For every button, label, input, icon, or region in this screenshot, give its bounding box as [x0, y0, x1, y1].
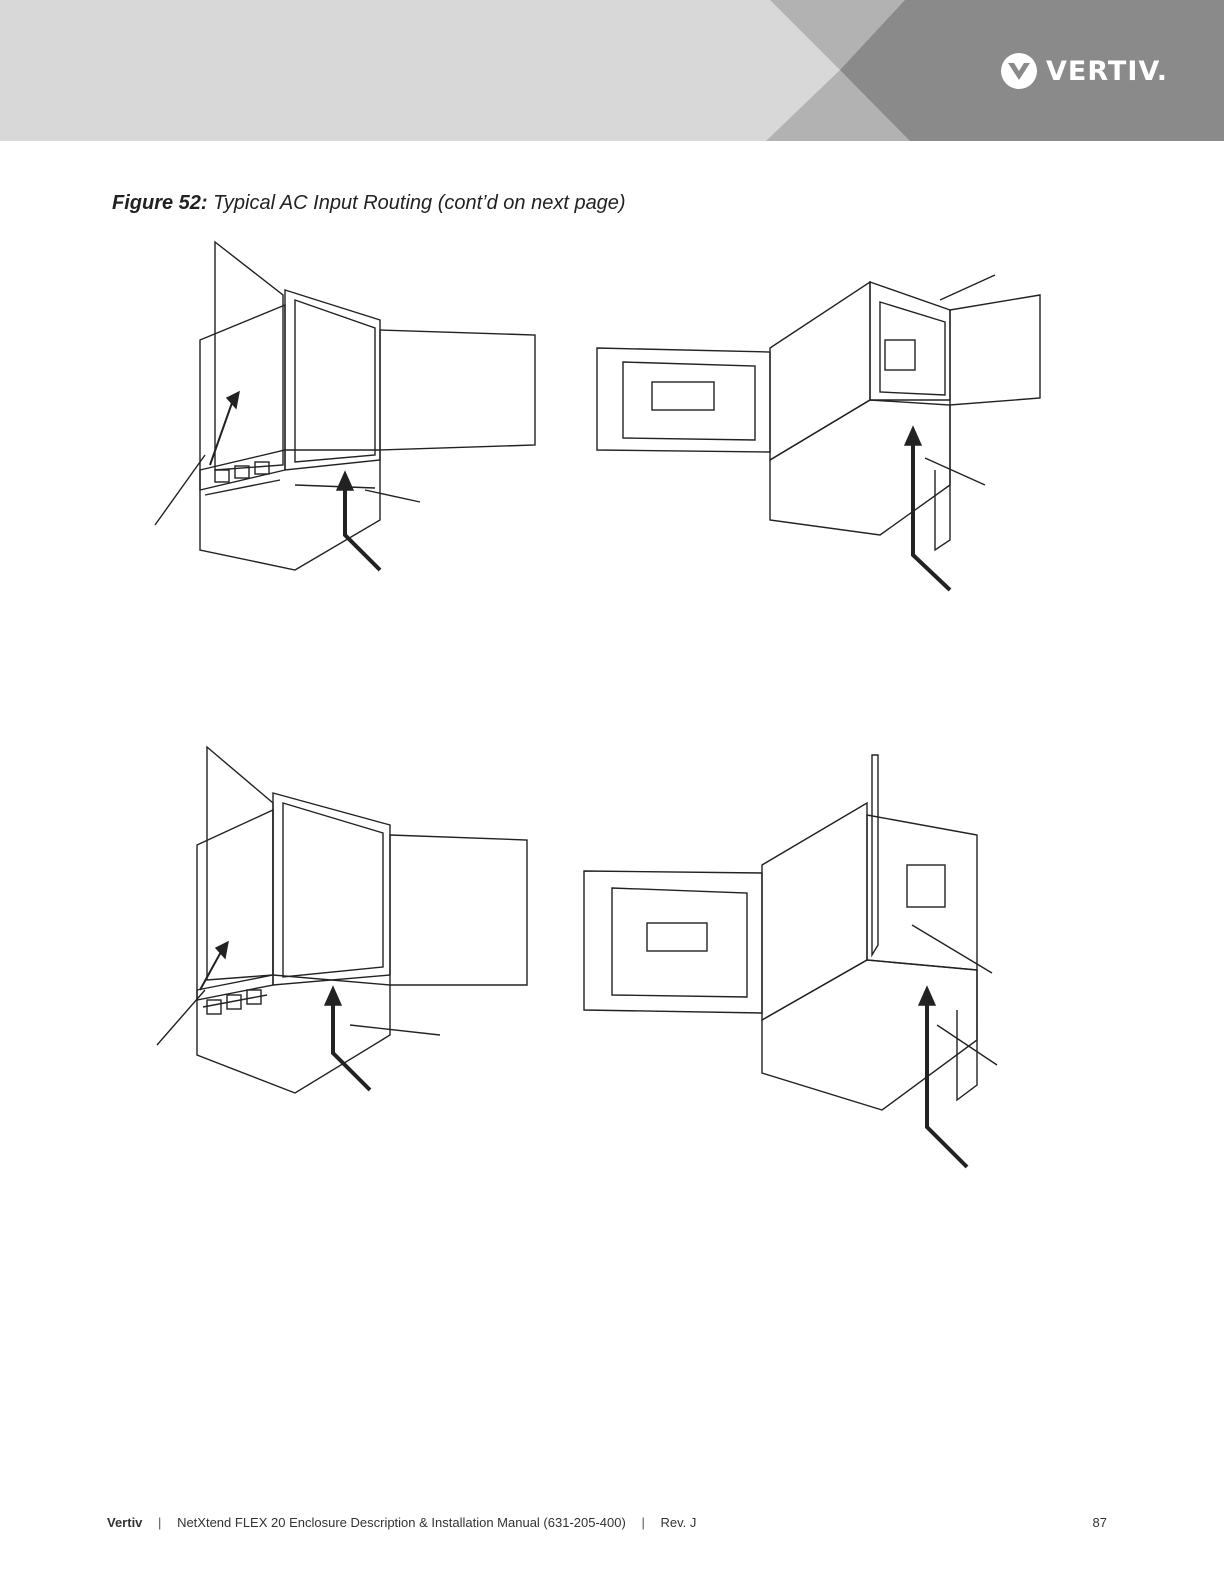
illustration-top-right: [595, 270, 1005, 605]
figure-number: Figure 52:: [112, 192, 208, 214]
footer-separator: |: [641, 1515, 645, 1530]
logo-text: VERTIV.: [1046, 55, 1169, 87]
page-footer: [107, 1515, 1107, 1530]
footer-revision: Rev. J: [660, 1515, 697, 1530]
page-number: 87: [1092, 1515, 1107, 1530]
illustration-bottom-left: [155, 745, 545, 1100]
figure-caption: [112, 192, 626, 215]
illustration-top-left: [150, 240, 550, 585]
vertiv-logo: [1000, 52, 1168, 90]
footer-separator: |: [158, 1515, 162, 1530]
illustration-bottom-right: [582, 755, 1002, 1180]
footer-doc-title: NetXtend FLEX 20 Enclosure Description & Installation Manual (631-205-400): [177, 1515, 626, 1530]
footer-brand: Vertiv: [107, 1515, 143, 1530]
figure-title: Typical AC Input Routing (cont’d on next page): [213, 192, 626, 214]
vertiv-logo-icon: [1000, 52, 1038, 90]
